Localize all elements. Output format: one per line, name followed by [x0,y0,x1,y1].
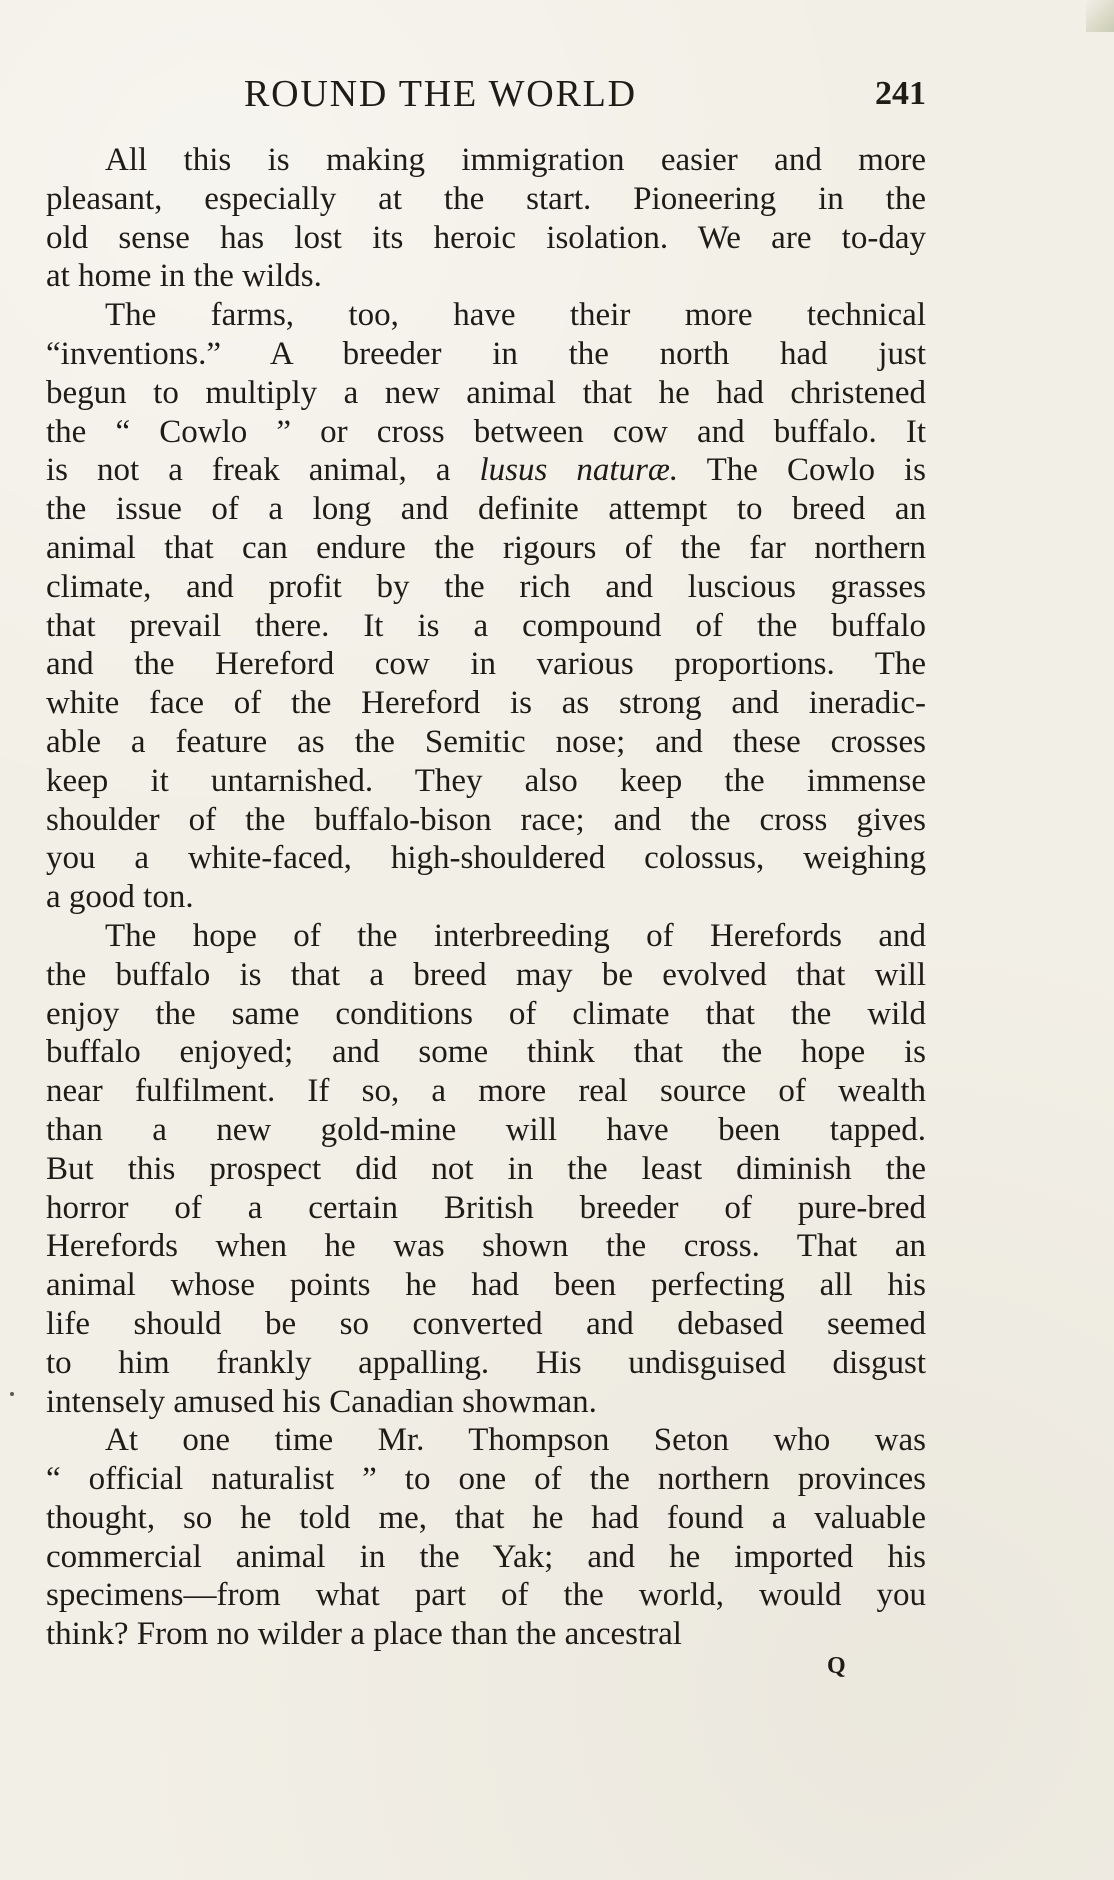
text-line: you a white-faced, high-shouldered colossus, weighing [46,840,926,877]
margin-dot [10,1392,14,1396]
text-line: Herefords when he was shown the cross. That an [46,1228,926,1265]
text-line: climate, and profit by the rich and luscious grasses [46,568,926,605]
italic-phrase: lusus naturæ. [479,452,679,489]
text-line: old sense has lost its heroic isolation. We are to-day [46,219,926,256]
text-line: commercial animal in the Yak; and he imported his [46,1538,926,1575]
text-line: All this is making immigration easier and more [105,142,926,178]
text-line: keep it untarnished. They also keep the immense [46,762,926,799]
text-line: a good ton. [46,879,194,916]
text-line: horror of a certain British breeder of pure-bred [46,1189,926,1226]
text-line: thought, so he told me, that he had found a valuable [46,1499,926,1536]
page-header [46,70,926,118]
text-line: The hope of the interbreeding of Herefords and [105,917,926,954]
text-line: to him frankly appalling. His undisguised disgust [46,1344,926,1381]
text-line: enjoy the same conditions of climate that the wild [46,995,926,1032]
text-line: begun to multiply a new animal that he had christened [46,374,926,411]
text-line: pleasant, especially at the start. Pioneering in the [46,180,926,217]
text-line: think? From no wilder a place than the ancestral [46,1616,682,1653]
text-line: “ official naturalist ” to one of the northern provinces [46,1461,926,1498]
text-line: that prevail there. It is a compound of the buffalo [46,607,926,644]
text-line: animal that can endure the rigours of the far northern [46,529,926,566]
text-line: The farms, too, have their more technical [105,297,926,334]
text-line: animal whose points he had been perfecting all his [46,1267,926,1304]
body-text [46,141,926,1671]
page-number: 241 [875,75,926,112]
text-line: intensely amused his Canadian showman. [46,1383,597,1420]
signature-mark: Q [827,1653,846,1679]
text-line: the issue of a long and definite attempt to breed an [46,491,926,528]
text-line: than a new gold-mine will have been tapped. [46,1111,926,1148]
text-line: the “ Cowlo ” or cross between cow and buffalo. It [46,413,926,450]
text-line: life should be so converted and debased seemed [46,1305,926,1342]
text-line: near fulfilment. If so, a more real source of wealth [46,1073,926,1110]
text-line: and the Hereford cow in various proportions. The [46,646,926,683]
text-line: At one time Mr. Thompson Seton who was [105,1422,926,1459]
text-line: “inventions.” A breeder in the north had just [46,335,926,372]
text-line: buffalo enjoyed; and some think that the hope is [46,1034,926,1071]
text-line: at home in the wilds. [46,258,322,295]
running-head: ROUND THE WORLD [244,73,637,115]
text-line: shoulder of the buffalo-bison race; and the cross gives [46,801,926,838]
text-line: the buffalo is that a breed may be evolved that will [46,956,926,993]
page-corner-shadow [1086,0,1114,32]
text-line: is not a freak animal, a lusus naturæ. The Cowlo is [46,452,926,489]
text-line: specimens—from what part of the world, would you [46,1577,926,1614]
text-line: But this prospect did not in the least diminish the [46,1150,926,1187]
text-line: able a feature as the Semitic nose; and these crosses [46,723,926,760]
text-line: white face of the Hereford is as strong and ineradic- [46,685,926,722]
